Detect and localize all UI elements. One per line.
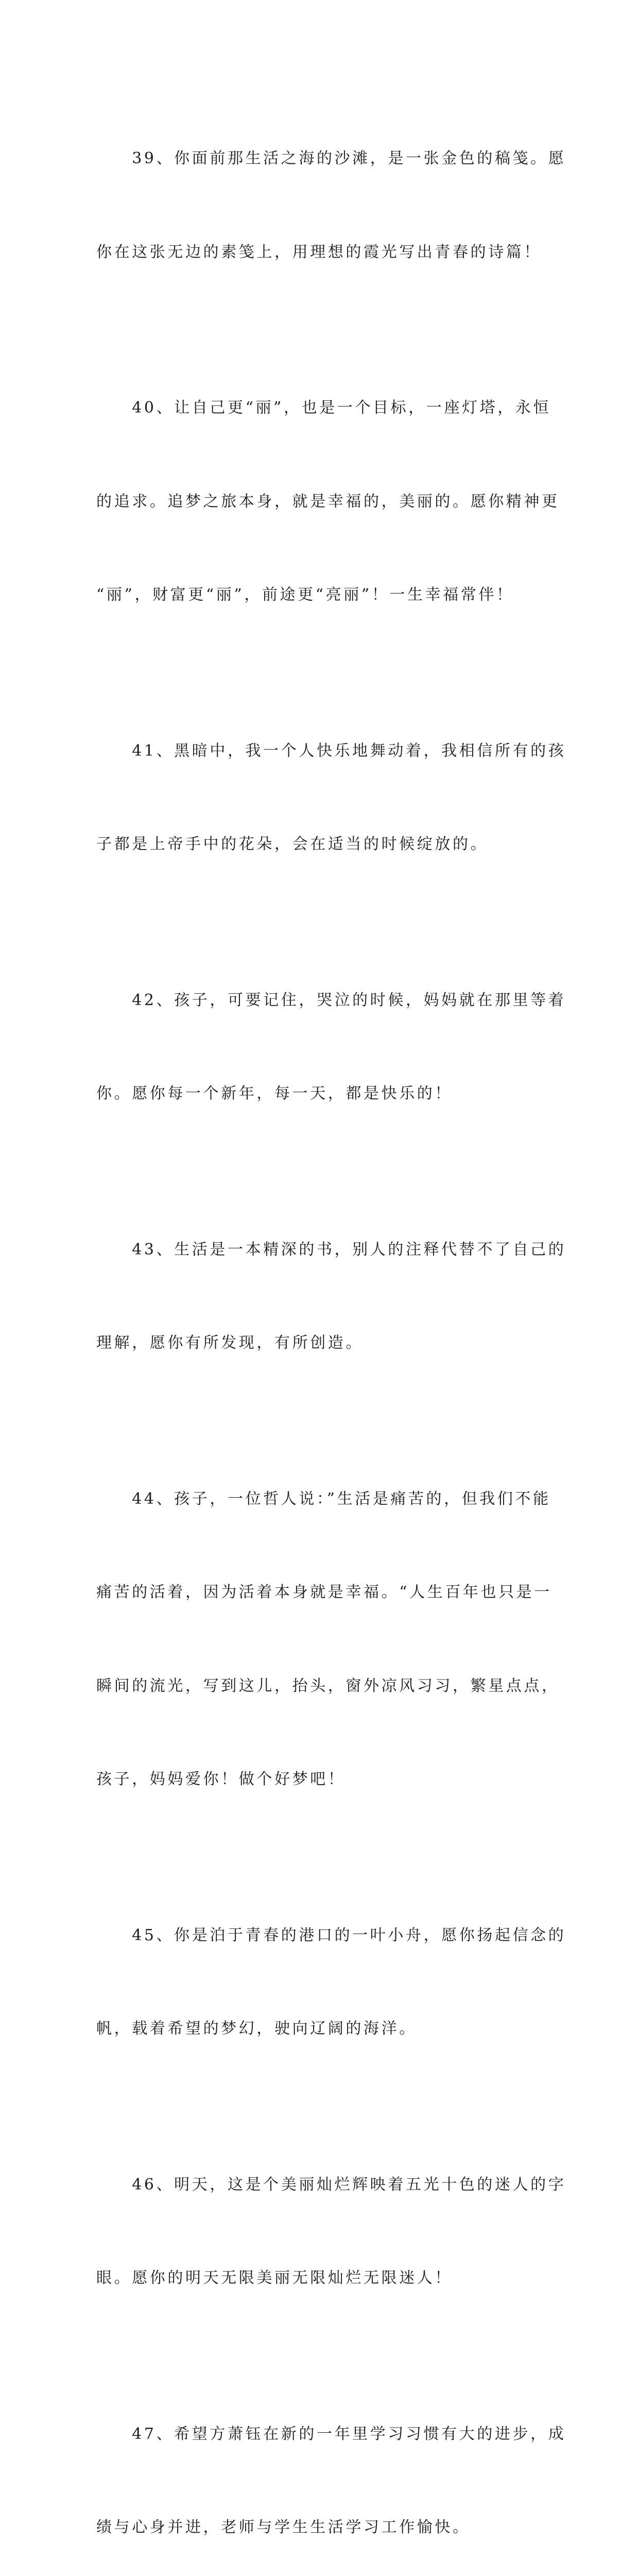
paragraph-line: 理解，愿你有所发现，有所创造。 xyxy=(96,1328,549,1359)
paragraph-line: 孩子，妈妈爱你！做个好梦吧！ xyxy=(96,1764,549,1795)
paragraph-line: 瞬间的流光，写到这儿，抬头，窗外凉风习习，繁星点点， xyxy=(96,1671,549,1702)
document-page xyxy=(0,0,639,904)
paragraph-line: 39、你面前那生活之海的沙滩，是一张金色的稿笺。愿 xyxy=(96,143,549,175)
paragraph-40 xyxy=(96,330,549,673)
paragraph-line: 46、明天，这是个美丽灿烂辉映着五光十色的迷人的字 xyxy=(96,2170,549,2201)
paragraph-line: 子都是上帝手中的花朵，会在适当的时候绽放的。 xyxy=(96,829,549,860)
paragraph-39 xyxy=(96,81,549,330)
paragraph-line: 你在这张无边的素笺上，用理想的霞光写出青春的诗篇！ xyxy=(96,237,549,268)
paragraph-45 xyxy=(96,1858,549,2107)
paragraph-line: 帆，载着希望的梦幻，驶向辽阔的海洋。 xyxy=(96,2013,549,2045)
document-body xyxy=(96,81,549,2576)
paragraph-line: “丽”，财富更“丽”，前途更“亮丽”！一生幸福常伴！ xyxy=(96,580,549,611)
paragraph-line: 40、让自己更“丽”，也是一个目标，一座灯塔，永恒 xyxy=(96,393,549,424)
paragraph-line: 43、生活是一本精深的书，别人的注释代替不了自己的 xyxy=(96,1234,549,1266)
paragraph-41 xyxy=(96,673,549,923)
paragraph-44 xyxy=(96,1421,549,1858)
paragraph-line: 眼。愿你的明天无限美丽无限灿烂无限迷人！ xyxy=(96,2263,549,2294)
paragraph-line: 42、孩子，可要记住，哭泣的时候，妈妈就在那里等着 xyxy=(96,985,549,1016)
paragraph-line: 44、孩子，一位哲人说：”生活是痛苦的，但我们不能 xyxy=(96,1484,549,1515)
paragraph-line: 绩与心身并进，老师与学生生活学习工作愉快。 xyxy=(96,2512,549,2544)
paragraph-43 xyxy=(96,1172,549,1421)
paragraph-line: 你。愿你每一个新年，每一天，都是快乐的！ xyxy=(96,1078,549,1110)
paragraph-line: 的追求。追梦之旅本身，就是幸福的，美丽的。愿你精神更 xyxy=(96,486,549,518)
paragraph-46 xyxy=(96,2107,549,2357)
paragraph-line: 45、你是泊于青春的港口的一叶小舟，愿你扬起信念的 xyxy=(96,1920,549,1952)
paragraph-42 xyxy=(96,923,549,1172)
paragraph-line: 47、希望方萧钰在新的一年里学习习惯有大的进步，成 xyxy=(96,2419,549,2450)
paragraph-line: 41、黑暗中，我一个人快乐地舞动着，我相信所有的孩 xyxy=(96,736,549,767)
paragraph-47 xyxy=(96,2357,549,2576)
paragraph-line: 痛苦的活着，因为活着本身就是幸福。“人生百年也只是一 xyxy=(96,1577,549,1608)
